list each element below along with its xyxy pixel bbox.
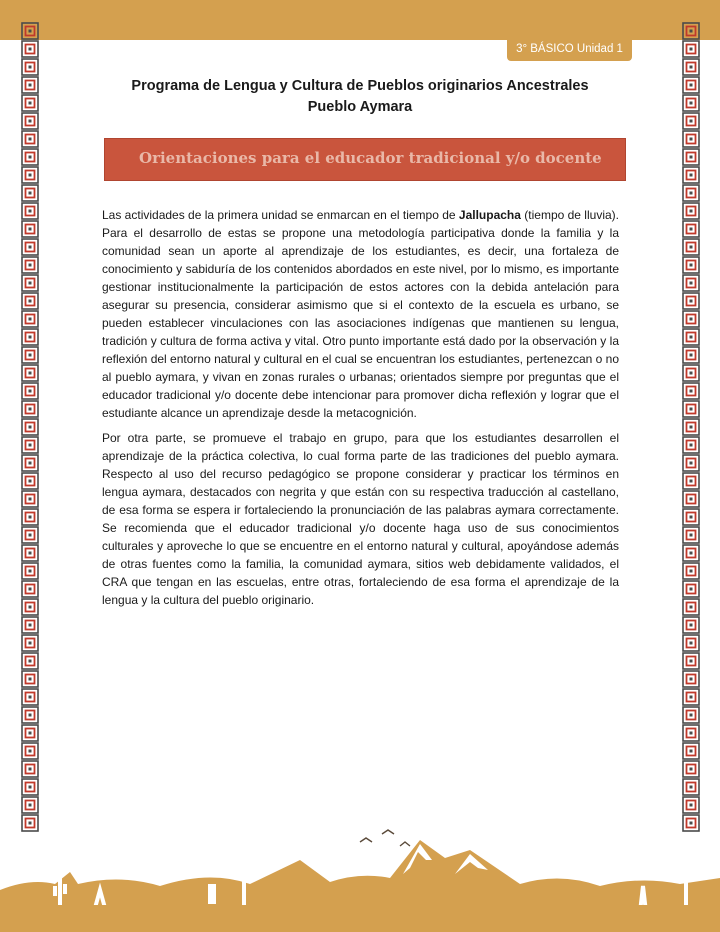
top-decorative-band bbox=[0, 0, 720, 40]
paragraph-2: Por otra parte, se promueve el trabajo en grupo, para que los estudiantes desarrollen el aprendizaje de la práctica colectiva, lo cual forma parte de las tradiciones del pueblo aymara. Respecto al uso del recurso pedagógico se propone considerar y practicar los términos en lengua aymara, destacados con negrita y que están con su respectiva traducción al castellano, de esa forma se espera ir fortaleciendo la pronunciación de las palabras aymara correctamente. Se recomienda que el educador tradicional y/o docente haga uso de sus conocimientos culturales y aproveche lo que se encuentre en el entorno natural y cultural, apoyándose además de otras fuentes como la familia, la comunidad aymara, sitios web debidamente validados, el CRA que tengan en las escuelas, entre otras, fortaleciendo de esa forma el aprendizaje de la lengua y la cultura del pueblo originario. bbox=[102, 431, 619, 607]
header-program-title: Programa de Lengua y Cultura de Pueblos originarios Ancestrales bbox=[131, 78, 589, 94]
bottom-decorative-band bbox=[0, 905, 720, 932]
banner-title: Orientaciones para el educador tradicional y/o docente bbox=[139, 149, 602, 167]
left-border-pattern bbox=[19, 22, 41, 832]
orientation-body bbox=[102, 206, 619, 616]
grade-unit-tab: 3° BÁSICO Unidad 1 bbox=[507, 37, 632, 61]
paragraph-1-intro: Las actividades de la primera unidad se enmarcan en el tiempo de bbox=[102, 208, 459, 222]
right-border-pattern bbox=[680, 22, 702, 832]
section-banner bbox=[104, 138, 626, 181]
header-people-title: Pueblo Aymara bbox=[307, 99, 413, 115]
document-header bbox=[60, 76, 660, 118]
paragraph-1-rest: (tiempo de lluvia). Para el desarrollo de estas se propone una metodología participativa donde la familia y la comunidad sean un aporte al aprendizaje de los estudiantes, es decir, una fortaleza de conocimiento y sabiduría de los contenidos abordados en este nivel, por lo mismo, es importante gestionar institucionalmente la participación de estos actores con la debida antelación para asegurar su presencia, considerar asimismo que si el contexto de la escuela es urbano, se pueden establecer vinculaciones con las asociaciones indígenas que mantienen su lengua, tradición y cultura de forma activa y vital. Otro punto importante está dado por la observación y la reflexión del entorno natural y cultural en el cual se encuentran los estudiantes, pertenezcan o no al pueblo aymara, y vivan en zonas rurales o urbanas; orientados siempre por preguntas que el educador tradicional y/o docente debe intencionar para promover dicha reflexión y lograr que el estudiante alcance un aprendizaje desde la metacognición. bbox=[102, 208, 619, 420]
jallupacha-term: Jallupacha bbox=[458, 208, 521, 222]
paragraph-1 bbox=[102, 206, 619, 422]
